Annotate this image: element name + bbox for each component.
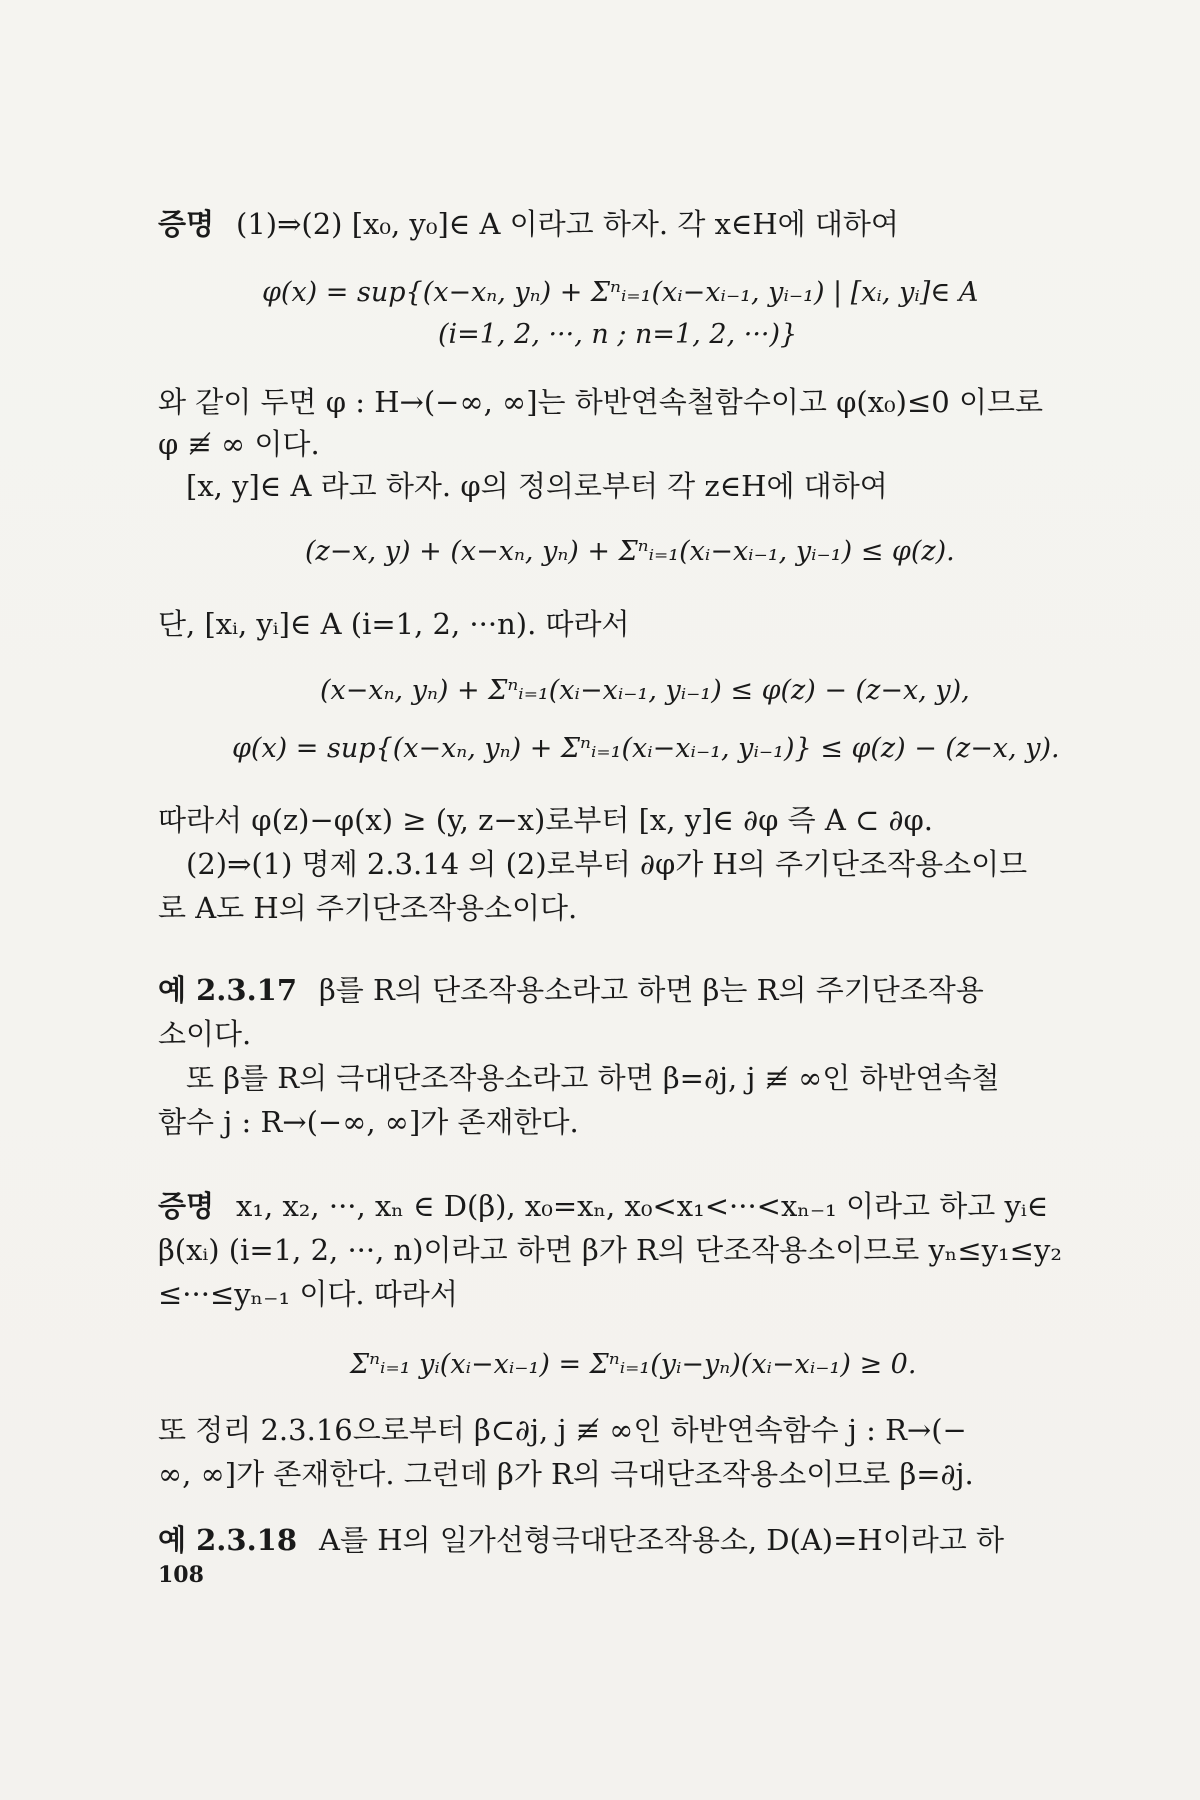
proof1-text4: 따라서 φ(z)−φ(x) ≥ (y, z−x)로부터 [x, y]∈ ∂φ 즉 A ⊂ ∂φ. [158,803,934,837]
example17-line1 [158,972,984,1008]
example17-text-c: 또 β를 R의 극대단조작용소라고 하면 β=∂j, j ≢ ∞인 하반연속철 [186,1061,1000,1095]
eq-3a: (x−xₙ, yₙ) + Σⁿᵢ₌₁(xᵢ−xᵢ₋₁, yᵢ₋₁) ≤ φ(z) − (z−x, y), [320,675,970,706]
proof1-intro-line [158,206,899,242]
example18-line [158,1522,1004,1558]
page-number: 108 [158,1562,204,1588]
eq-phi-line1: φ(x) = sup{(x−xₙ, yₙ) + Σⁿᵢ₌₁(xᵢ−xᵢ₋₁, yᵢ₋₁) | [xᵢ, yᵢ]∈ A [262,277,979,308]
proof2-text-b: β(xᵢ) (i=1, 2, ···, n)이라고 하면 β가 R의 단조작용소이므로 yₙ≤y₁≤y₂ [158,1233,1062,1267]
example17-label: 예 2.3.17 [158,973,298,1007]
proof1-text1a: 와 같이 두면 φ : H→(−∞, ∞]는 하반연속철함수이고 φ(x₀)≤0 이므로 [158,385,1044,419]
proof1-text5b: 로 A도 H의 주기단조작용소이다. [158,891,578,925]
example18-text: A를 H의 일가선형극대단조작용소, D(A)=H이라고 하 [319,1523,1004,1557]
example17-text-d: 함수 j : R→(−∞, ∞]가 존재한다. [158,1105,579,1139]
proof2-text-e: ∞, ∞]가 존재한다. 그런데 β가 R의 극대단조작용소이므로 β=∂j. [158,1457,974,1491]
proof1-label: 증명 [158,207,215,241]
proof2-label: 증명 [158,1189,215,1223]
proof2-line1 [158,1188,1048,1224]
proof1-text5a: (2)⇒(1) 명제 2.3.14 의 (2)로부터 ∂φ가 H의 주기단조작용소이므 [186,847,1028,881]
example17-text-b: 소이다. [158,1017,252,1051]
proof1-text2: [x, y]∈ A 라고 하자. φ의 정의로부터 각 z∈H에 대하여 [186,469,888,503]
proof1-text1b: φ ≢ ∞ 이다. [158,427,320,461]
proof2-text-d: 또 정리 2.3.16으로부터 β⊂∂j, j ≢ ∞인 하반연속함수 j : R→(− [158,1413,967,1447]
example18-label: 예 2.3.18 [158,1523,298,1557]
proof1-intro: (1)⇒(2) [x₀, y₀]∈ A 이라고 하자. 각 x∈H에 대하여 [236,207,899,241]
eq-phi-line2: (i=1, 2, ···, n ; n=1, 2, ···)} [438,319,798,350]
eq-2: (z−x, y) + (x−xₙ, yₙ) + Σⁿᵢ₌₁(xᵢ−xᵢ₋₁, yᵢ₋₁) ≤ φ(z). [305,536,955,567]
eq-3b: φ(x) = sup{(x−xₙ, yₙ) + Σⁿᵢ₌₁(xᵢ−xᵢ₋₁, yᵢ₋₁)} ≤ φ(z) − (z−x, y). [232,733,1060,764]
proof1-text3: 단, [xᵢ, yᵢ]∈ A (i=1, 2, ···n). 따라서 [158,607,630,641]
proof2-text-c: ≤···≤yₙ₋₁ 이다. 따라서 [158,1277,458,1311]
example17-text-a: β를 R의 단조작용소라고 하면 β는 R의 주기단조작용 [319,973,984,1007]
proof2-text-a: x₁, x₂, ···, xₙ ∈ D(β), x₀=xₙ, x₀<x₁<···<xₙ₋₁ 이라고 하고 yᵢ∈ [236,1189,1049,1223]
eq-sum: Σⁿᵢ₌₁ yᵢ(xᵢ−xᵢ₋₁) = Σⁿᵢ₌₁(yᵢ−yₙ)(xᵢ−xᵢ₋₁) ≥ 0. [350,1349,917,1380]
